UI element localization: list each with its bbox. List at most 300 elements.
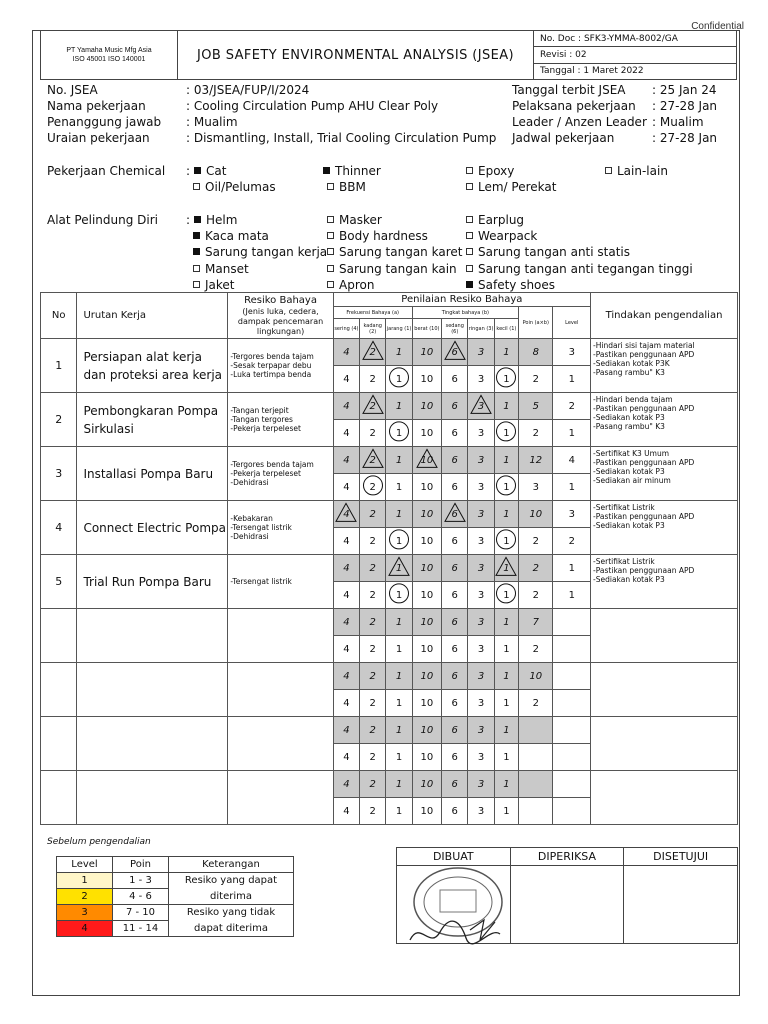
before-score-cell xyxy=(333,771,359,798)
after-level xyxy=(553,744,591,771)
after-score-cell xyxy=(412,744,441,771)
sign-diperiksa: DIPERIKSA xyxy=(510,848,624,866)
score-value: 1 xyxy=(395,805,403,817)
legend-poin-2: 4 - 6 xyxy=(113,889,169,905)
after-score-cell xyxy=(442,582,468,609)
apd-option-label: Kaca mata xyxy=(205,229,269,243)
unchecked-box-icon[interactable] xyxy=(327,216,334,223)
tindakan-item: -Pasang rambu" K3 xyxy=(593,422,665,431)
before-score-cell xyxy=(386,339,412,366)
chemical-option[interactable] xyxy=(466,163,514,179)
before-poin: 7 xyxy=(519,609,553,636)
checked-box-icon[interactable] xyxy=(193,232,200,239)
sub-col-sedang: sedang (6) xyxy=(442,319,468,339)
score-value: 4 xyxy=(343,481,350,493)
after-poin: 2 xyxy=(519,582,553,609)
after-score-cell xyxy=(468,420,494,447)
doc-revision: Revisi : 02 xyxy=(534,47,736,63)
score-value: 10 xyxy=(420,616,434,628)
info-value: : Mualim xyxy=(186,115,238,129)
before-score-cell xyxy=(386,501,412,528)
sub-col-berat: berat (10) xyxy=(412,319,441,339)
header-no: No xyxy=(41,293,77,339)
after-score-cell xyxy=(442,420,468,447)
sign-box-diperiksa xyxy=(510,866,624,944)
before-score-cell xyxy=(468,501,494,528)
apd-option[interactable] xyxy=(327,244,462,260)
tindakan-item: -Sediakan air minum xyxy=(593,476,671,485)
row-number xyxy=(41,717,77,771)
after-score-cell xyxy=(333,528,359,555)
urutan-kerja: Trial Run Pompa Baru xyxy=(77,555,228,609)
score-value: 3 xyxy=(477,643,485,655)
score-value: 1 xyxy=(503,373,510,385)
unchecked-box-icon[interactable] xyxy=(327,265,334,272)
score-value: 10 xyxy=(420,805,434,817)
score-value: 4 xyxy=(343,589,350,601)
jsea-table xyxy=(40,292,738,825)
after-score-cell xyxy=(442,528,468,555)
row-number: 5 xyxy=(41,555,77,609)
resiko-bahaya xyxy=(228,555,333,609)
before-score-cell xyxy=(386,663,412,690)
after-score-cell xyxy=(494,798,518,825)
chemical-option-label: Cat xyxy=(206,164,227,178)
score-value: 4 xyxy=(343,373,350,385)
confidential-label: Confidential xyxy=(691,21,744,32)
table-row xyxy=(41,501,738,528)
before-score-cell xyxy=(333,609,359,636)
info-value: : 03/JSEA/FUP/I/2024 xyxy=(186,83,310,97)
after-score-cell xyxy=(333,744,359,771)
legend-ket-unacceptable-1: Resiko yang tidak xyxy=(169,905,294,921)
score-value: 4 xyxy=(343,535,350,547)
chemical-option[interactable] xyxy=(327,179,366,195)
score-value: 1 xyxy=(395,535,403,547)
after-score-cell xyxy=(412,690,441,717)
before-poin: 2 xyxy=(519,555,553,582)
apd-option-label: Helm xyxy=(206,213,238,227)
score-value: 1 xyxy=(503,508,510,520)
score-value: 10 xyxy=(420,724,434,736)
apd-option[interactable] xyxy=(193,277,235,293)
after-score-cell xyxy=(386,528,412,555)
apd-option[interactable] xyxy=(466,228,537,244)
resiko-bahaya xyxy=(228,501,333,555)
before-poin xyxy=(519,771,553,798)
before-score-cell xyxy=(333,501,359,528)
apd-option-label: Jaket xyxy=(205,278,235,292)
apd-option[interactable] xyxy=(327,228,428,244)
chemical-option[interactable] xyxy=(193,179,276,195)
unchecked-box-icon[interactable] xyxy=(466,232,473,239)
tindakan-item: -Hindari benda tajam xyxy=(593,395,673,404)
unchecked-box-icon[interactable] xyxy=(466,167,473,174)
unchecked-box-icon[interactable] xyxy=(327,232,334,239)
score-value: 6 xyxy=(451,805,458,817)
score-value: 2 xyxy=(369,535,376,547)
after-level: 2 xyxy=(553,528,591,555)
after-level: 1 xyxy=(553,366,591,393)
resiko-item: -Dehidrasi xyxy=(230,532,269,541)
score-value: 10 xyxy=(420,400,434,412)
legend-header-poin: Poin xyxy=(113,857,169,873)
score-value: 2 xyxy=(369,805,376,817)
chemical-option-label: Oil/Pelumas xyxy=(205,180,276,194)
before-score-cell xyxy=(360,555,386,582)
doc-date: Tanggal : 1 Maret 2022 xyxy=(540,66,644,77)
checked-box-icon[interactable] xyxy=(194,167,201,174)
resiko-item: -Tangan terjepit xyxy=(230,406,289,415)
before-score-cell xyxy=(386,717,412,744)
before-score-cell xyxy=(333,717,359,744)
header-resiko-title: Resiko Bahaya xyxy=(244,294,317,306)
before-score-cell xyxy=(360,393,386,420)
apd-option-label: Sarung tangan anti statis xyxy=(478,245,631,259)
header-resiko xyxy=(228,293,333,339)
score-value: 10 xyxy=(420,589,434,601)
score-value: 1 xyxy=(395,643,403,655)
resiko-item: -Tangan tergores xyxy=(230,415,293,424)
unchecked-box-icon[interactable] xyxy=(193,281,200,288)
score-value: 1 xyxy=(503,589,510,601)
apd-option[interactable] xyxy=(466,244,630,260)
before-score-cell xyxy=(442,717,468,744)
before-poin: 5 xyxy=(519,393,553,420)
unchecked-box-icon[interactable] xyxy=(466,183,473,190)
info-left xyxy=(47,82,496,146)
resiko-item: -Pekerja terpeleset xyxy=(230,469,301,478)
apd-option-label: Sarung tangan karet xyxy=(339,245,463,259)
unchecked-box-icon[interactable] xyxy=(466,216,473,223)
score-value: 1 xyxy=(395,562,403,574)
score-value: 1 xyxy=(503,751,510,763)
after-score-cell xyxy=(386,690,412,717)
score-value: 10 xyxy=(420,535,434,547)
unchecked-box-icon[interactable] xyxy=(605,167,612,174)
after-score-cell xyxy=(494,528,518,555)
score-value: 2 xyxy=(369,508,376,520)
info-value: : Mualim xyxy=(652,115,704,129)
apd-option[interactable] xyxy=(193,228,269,244)
checked-box-icon[interactable] xyxy=(323,167,330,174)
score-value: 3 xyxy=(477,616,485,628)
table-row xyxy=(41,717,738,744)
info-value: : Dismantling, Install, Trial Cooling Circulation Pump xyxy=(186,131,497,145)
score-value: 3 xyxy=(477,508,485,520)
tindakan-item: -Sediakan kotak P3 xyxy=(593,467,665,476)
after-poin: 2 xyxy=(519,420,553,447)
info-label: Uraian pekerjaan xyxy=(47,131,150,145)
score-value: 3 xyxy=(477,589,485,601)
apd-option[interactable] xyxy=(327,212,382,228)
before-score-cell xyxy=(442,771,468,798)
score-value: 1 xyxy=(395,751,403,763)
tindakan-pengendalian xyxy=(591,609,738,663)
table-row xyxy=(41,663,738,690)
before-score-cell xyxy=(333,339,359,366)
info-label: Nama pekerjaan xyxy=(47,99,146,113)
tindakan-item: -Pastikan penggunaan APD xyxy=(593,350,695,359)
after-score-cell xyxy=(386,366,412,393)
unchecked-box-icon[interactable] xyxy=(327,248,334,255)
score-value: 1 xyxy=(395,778,403,790)
unchecked-box-icon[interactable] xyxy=(193,265,200,272)
chemical-option[interactable] xyxy=(466,179,556,195)
chemical-option-label: Epoxy xyxy=(478,164,515,178)
before-score-cell xyxy=(412,393,441,420)
resiko-bahaya xyxy=(228,717,333,771)
tindakan-pengendalian xyxy=(591,339,738,393)
apd-option[interactable] xyxy=(327,261,457,277)
before-score-cell xyxy=(412,501,441,528)
apd-label: Alat Pelindung Diri xyxy=(47,213,158,227)
tindakan-item: -Pastikan penggunaan APD xyxy=(593,512,695,521)
before-score-cell xyxy=(494,393,518,420)
score-value: 1 xyxy=(503,535,510,547)
score-value: 6 xyxy=(451,643,458,655)
before-score-cell xyxy=(468,717,494,744)
doc-info xyxy=(534,31,736,79)
before-score-cell xyxy=(442,393,468,420)
legend-level-4: 4 xyxy=(57,921,113,937)
info-label: Jadwal pekerjaan xyxy=(512,131,615,145)
after-score-cell xyxy=(333,690,359,717)
document-title: JOB SAFETY ENVIRONMENTAL ANALYSIS (JSEA) xyxy=(178,31,534,79)
score-value: 2 xyxy=(369,454,376,466)
after-poin xyxy=(519,744,553,771)
score-value: 1 xyxy=(395,724,403,736)
resiko-bahaya xyxy=(228,771,333,825)
after-score-cell xyxy=(442,798,468,825)
unchecked-box-icon[interactable] xyxy=(327,281,334,288)
after-level: 1 xyxy=(553,420,591,447)
row-number: 2 xyxy=(41,393,77,447)
before-score-cell xyxy=(468,447,494,474)
chemical-option[interactable] xyxy=(323,163,381,179)
tindakan-item: -Sediakan kotak P3 xyxy=(593,521,665,530)
info-value: : 27-28 Jan xyxy=(652,131,718,145)
after-score-cell xyxy=(333,582,359,609)
tindakan-pengendalian xyxy=(591,555,738,609)
before-score-cell xyxy=(333,663,359,690)
score-value: 6 xyxy=(451,535,458,547)
after-score-cell xyxy=(468,636,494,663)
chemical-option[interactable] xyxy=(194,163,226,179)
after-score-cell xyxy=(333,798,359,825)
apd-option-label: Manset xyxy=(205,262,249,276)
after-score-cell xyxy=(494,420,518,447)
after-score-cell xyxy=(442,636,468,663)
tindakan-pengendalian xyxy=(591,663,738,717)
before-score-cell xyxy=(442,501,468,528)
chemical-option-label: Thinner xyxy=(335,164,381,178)
apd-option[interactable] xyxy=(466,277,555,293)
score-value: 4 xyxy=(343,697,350,709)
chemical-option[interactable] xyxy=(605,163,668,179)
score-value: 4 xyxy=(343,400,350,412)
urutan-kerja xyxy=(77,609,228,663)
apd-option-label: Wearpack xyxy=(478,229,538,243)
score-value: 1 xyxy=(503,481,510,493)
score-value: 10 xyxy=(420,562,434,574)
legend-caption: Sebelum pengendalian xyxy=(47,837,151,847)
table-row xyxy=(41,339,738,366)
before-score-cell xyxy=(468,393,494,420)
score-value: 3 xyxy=(477,427,485,439)
before-score-cell xyxy=(412,663,441,690)
score-value: 1 xyxy=(395,346,403,358)
score-value: 3 xyxy=(477,346,485,358)
after-score-cell xyxy=(360,528,386,555)
unchecked-box-icon[interactable] xyxy=(327,183,334,190)
checked-box-icon[interactable] xyxy=(466,281,473,288)
score-value: 10 xyxy=(420,643,434,655)
chemical-option-label: Lain-lain xyxy=(617,164,668,178)
before-score-cell xyxy=(442,663,468,690)
score-value: 1 xyxy=(395,427,403,439)
score-value: 1 xyxy=(395,481,403,493)
resiko-bahaya xyxy=(228,339,333,393)
apd-option[interactable] xyxy=(193,244,327,260)
tindakan-item: -Sertifikat Listrik xyxy=(593,503,655,512)
after-score-cell xyxy=(360,420,386,447)
sub-col-sering: sering (4) xyxy=(333,319,359,339)
score-value: 2 xyxy=(369,616,376,628)
tindakan-item: -Pastikan penggunaan APD xyxy=(593,566,695,575)
before-score-cell xyxy=(494,447,518,474)
after-poin: 2 xyxy=(519,366,553,393)
before-level: 1 xyxy=(553,555,591,582)
resiko-bahaya xyxy=(228,447,333,501)
score-value: 1 xyxy=(395,697,403,709)
after-score-cell xyxy=(412,366,441,393)
urutan-kerja: Connect Electric Pompa xyxy=(77,501,228,555)
chemical-option-label: BBM xyxy=(339,180,366,194)
after-score-cell xyxy=(412,474,441,501)
checked-box-icon[interactable] xyxy=(193,248,200,255)
before-score-cell xyxy=(333,555,359,582)
after-score-cell xyxy=(494,582,518,609)
apd-option[interactable] xyxy=(193,261,249,277)
apd-option-label: Body hardness xyxy=(339,229,428,243)
info-label: Leader / Anzen Leader xyxy=(512,115,647,129)
score-value: 2 xyxy=(369,724,376,736)
before-score-cell xyxy=(442,555,468,582)
score-value: 10 xyxy=(420,751,434,763)
before-score-cell xyxy=(360,663,386,690)
table-row xyxy=(41,555,738,582)
before-score-cell xyxy=(360,609,386,636)
after-score-cell xyxy=(468,690,494,717)
row-number xyxy=(41,663,77,717)
unchecked-box-icon[interactable] xyxy=(466,265,473,272)
resiko-item: -Pekerja terpeleset xyxy=(230,424,301,433)
score-value: 6 xyxy=(451,454,458,466)
apd-option-label: Sarung tangan anti tegangan tinggi xyxy=(478,262,693,276)
score-value: 1 xyxy=(503,454,510,466)
after-poin xyxy=(519,798,553,825)
before-score-cell xyxy=(412,717,441,744)
before-score-cell xyxy=(412,771,441,798)
before-score-cell xyxy=(412,555,441,582)
score-value: 1 xyxy=(503,400,510,412)
score-value: 1 xyxy=(395,373,403,385)
resiko-item: -Luka tertimpa benda xyxy=(230,370,312,379)
before-level: 3 xyxy=(553,501,591,528)
after-score-cell xyxy=(412,582,441,609)
score-value: 1 xyxy=(503,643,510,655)
before-score-cell xyxy=(468,771,494,798)
after-poin: 2 xyxy=(519,528,553,555)
score-value: 10 xyxy=(420,670,434,682)
checked-box-icon[interactable] xyxy=(194,216,201,223)
tindakan-item: -Hindari sisi tajam material xyxy=(593,341,695,350)
tindakan-item: -Sediakan kotak P3K xyxy=(593,359,670,368)
score-value: 4 xyxy=(343,778,350,790)
sign-dibuat: DIBUAT xyxy=(397,848,511,866)
before-level: 2 xyxy=(553,393,591,420)
after-score-cell xyxy=(386,474,412,501)
before-poin: 12 xyxy=(519,447,553,474)
after-level xyxy=(553,690,591,717)
score-value: 1 xyxy=(395,400,403,412)
info-label: No. JSEA xyxy=(47,83,98,97)
after-score-cell xyxy=(442,744,468,771)
resiko-item: -Kebakaran xyxy=(230,514,273,523)
score-value: 3 xyxy=(477,535,485,547)
after-score-cell xyxy=(386,744,412,771)
after-score-cell xyxy=(333,636,359,663)
score-value: 10 xyxy=(420,778,434,790)
score-value: 3 xyxy=(477,724,485,736)
unchecked-box-icon[interactable] xyxy=(466,248,473,255)
score-value: 1 xyxy=(503,346,510,358)
after-score-cell xyxy=(360,366,386,393)
resiko-item: -Dehidrasi xyxy=(230,478,269,487)
score-value: 3 xyxy=(477,562,485,574)
unchecked-box-icon[interactable] xyxy=(193,183,200,190)
after-score-cell xyxy=(442,690,468,717)
info-value: : 25 Jan 24 xyxy=(652,83,717,97)
before-level xyxy=(553,771,591,798)
score-value: 4 xyxy=(343,805,350,817)
score-value: 6 xyxy=(451,589,458,601)
after-score-cell xyxy=(360,636,386,663)
header-level: Level xyxy=(553,307,591,339)
apd-option[interactable] xyxy=(327,277,374,293)
score-value: 3 xyxy=(477,400,485,412)
after-score-cell xyxy=(333,474,359,501)
apd-option[interactable] xyxy=(466,261,693,277)
score-value: 6 xyxy=(451,562,458,574)
resiko-bahaya xyxy=(228,663,333,717)
info-value: : Cooling Circulation Pump AHU Clear Poly xyxy=(186,99,439,113)
table-row xyxy=(41,771,738,798)
info-label: Tanggal terbit JSEA xyxy=(512,83,626,97)
apd-option-label: Sarung tangan kerja xyxy=(205,245,328,259)
score-value: 4 xyxy=(343,454,350,466)
score-value: 1 xyxy=(503,697,510,709)
apd-option[interactable] xyxy=(194,212,237,228)
apd-option[interactable] xyxy=(466,212,524,228)
before-score-cell xyxy=(442,339,468,366)
urutan-kerja: Pembongkaran Pompa Sirkulasi xyxy=(77,393,228,447)
score-value: 10 xyxy=(420,697,434,709)
score-value: 2 xyxy=(369,346,376,358)
before-score-cell xyxy=(468,663,494,690)
sign-box-disetujui xyxy=(624,866,738,944)
